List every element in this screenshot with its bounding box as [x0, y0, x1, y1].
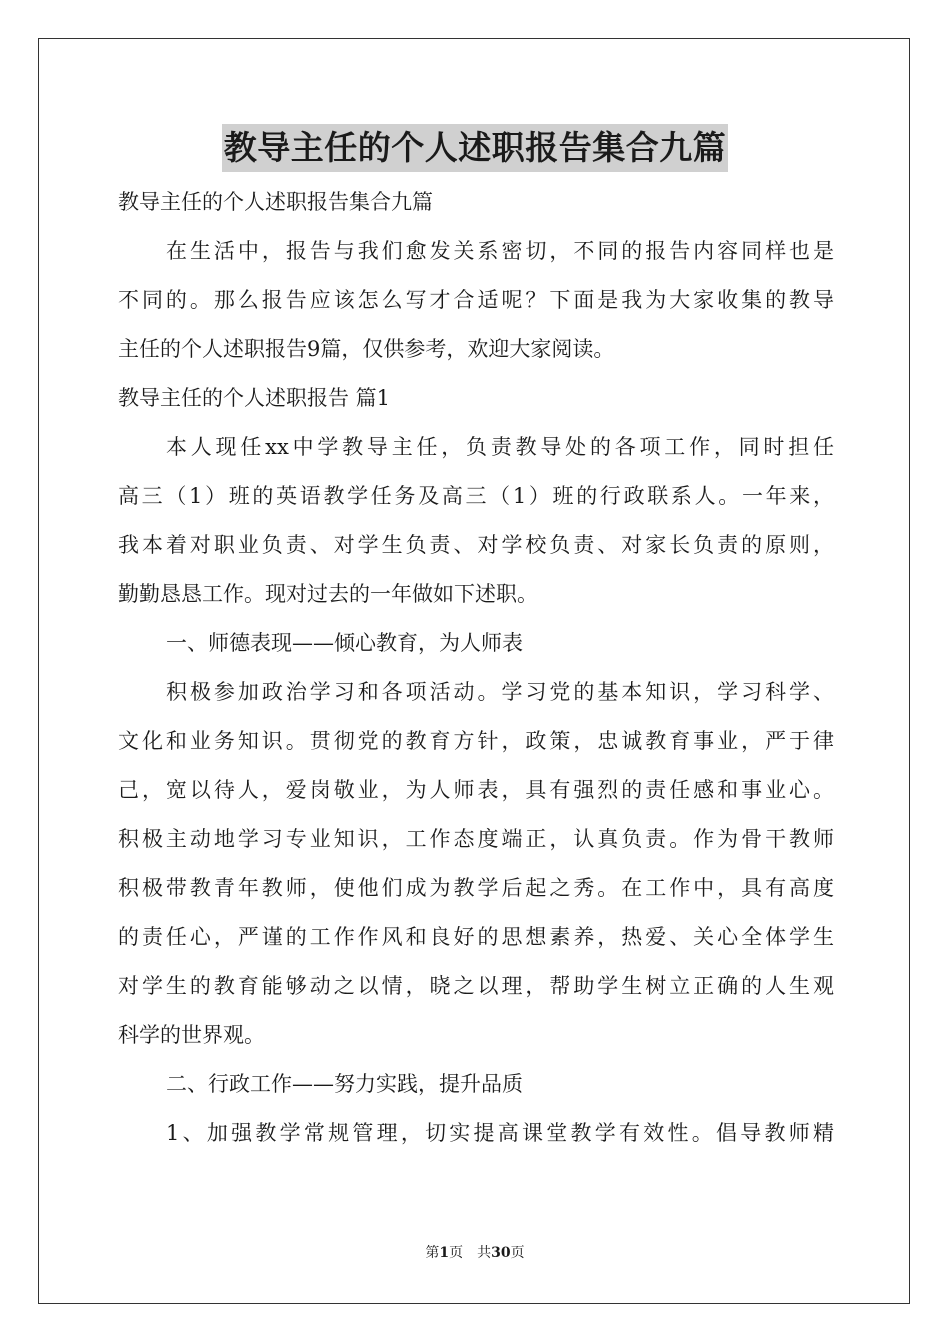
body-line: 勤勤恳恳工作。现对过去的一年做如下述职。 [118, 582, 538, 606]
document-body [118, 178, 834, 1158]
current-page-number: 1 [439, 1245, 450, 1261]
document-title: 教导主任的个人述职报告集合九篇 [222, 124, 729, 172]
body-line: 文化和业务知识。贯彻党的教育方针，政策，忠诚教育事业，严于律 [118, 729, 834, 753]
title-container [0, 124, 950, 172]
page-footer [0, 1243, 950, 1263]
body-line: 在生活中，报告与我们愈发关系密切，不同的报告内容同样也是 [166, 239, 834, 263]
body-line: 高三（1）班的英语教学任务及高三（1）班的行政联系人。一年来， [118, 484, 834, 508]
body-line: 我本着对职业负责、对学生负责、对学校负责、对家长负责的原则， [118, 533, 834, 557]
body-line: 教导主任的个人述职报告集合九篇 [118, 190, 433, 214]
subsection-heading: 一、师德表现——倾心教育，为人师表 [166, 631, 523, 655]
body-line: 不同的。那么报告应该怎么写才合适呢？下面是我为大家收集的教导 [118, 288, 834, 312]
footer-suffix: 页 [510, 1245, 525, 1261]
footer-prefix: 第 [425, 1245, 440, 1261]
body-line: 的责任心，严谨的工作作风和良好的思想素养，热爱、关心全体学生 [118, 925, 834, 949]
body-line: 积极主动地学习专业知识，工作态度端正，认真负责。作为骨干教师 [118, 827, 834, 851]
body-line: 1、加强教学常规管理，切实提高课堂教学有效性。倡导教师精 [166, 1121, 834, 1145]
body-line: 主任的个人述职报告9篇，仅供参考，欢迎大家阅读。 [118, 337, 615, 361]
body-line: 己，宽以待人，爱岗敬业，为人师表，具有强烈的责任感和事业心。 [118, 778, 834, 802]
section-heading: 教导主任的个人述职报告 篇1 [118, 386, 391, 410]
body-line: 对学生的教育能够动之以情，晓之以理，帮助学生树立正确的人生观 [118, 974, 834, 998]
body-line: 积极带教青年教师，使他们成为教学后起之秀。在工作中，具有高度 [118, 876, 834, 900]
body-line: 本人现任xx中学教导主任，负责教导处的各项工作，同时担任 [166, 435, 834, 459]
total-page-count: 30 [491, 1245, 511, 1261]
body-line: 科学的世界观。 [118, 1023, 265, 1047]
body-line: 积极参加政治学习和各项活动。学习党的基本知识，学习科学、 [166, 680, 834, 704]
footer-middle: 页 共 [449, 1245, 492, 1261]
subsection-heading: 二、行政工作——努力实践，提升品质 [166, 1072, 523, 1096]
